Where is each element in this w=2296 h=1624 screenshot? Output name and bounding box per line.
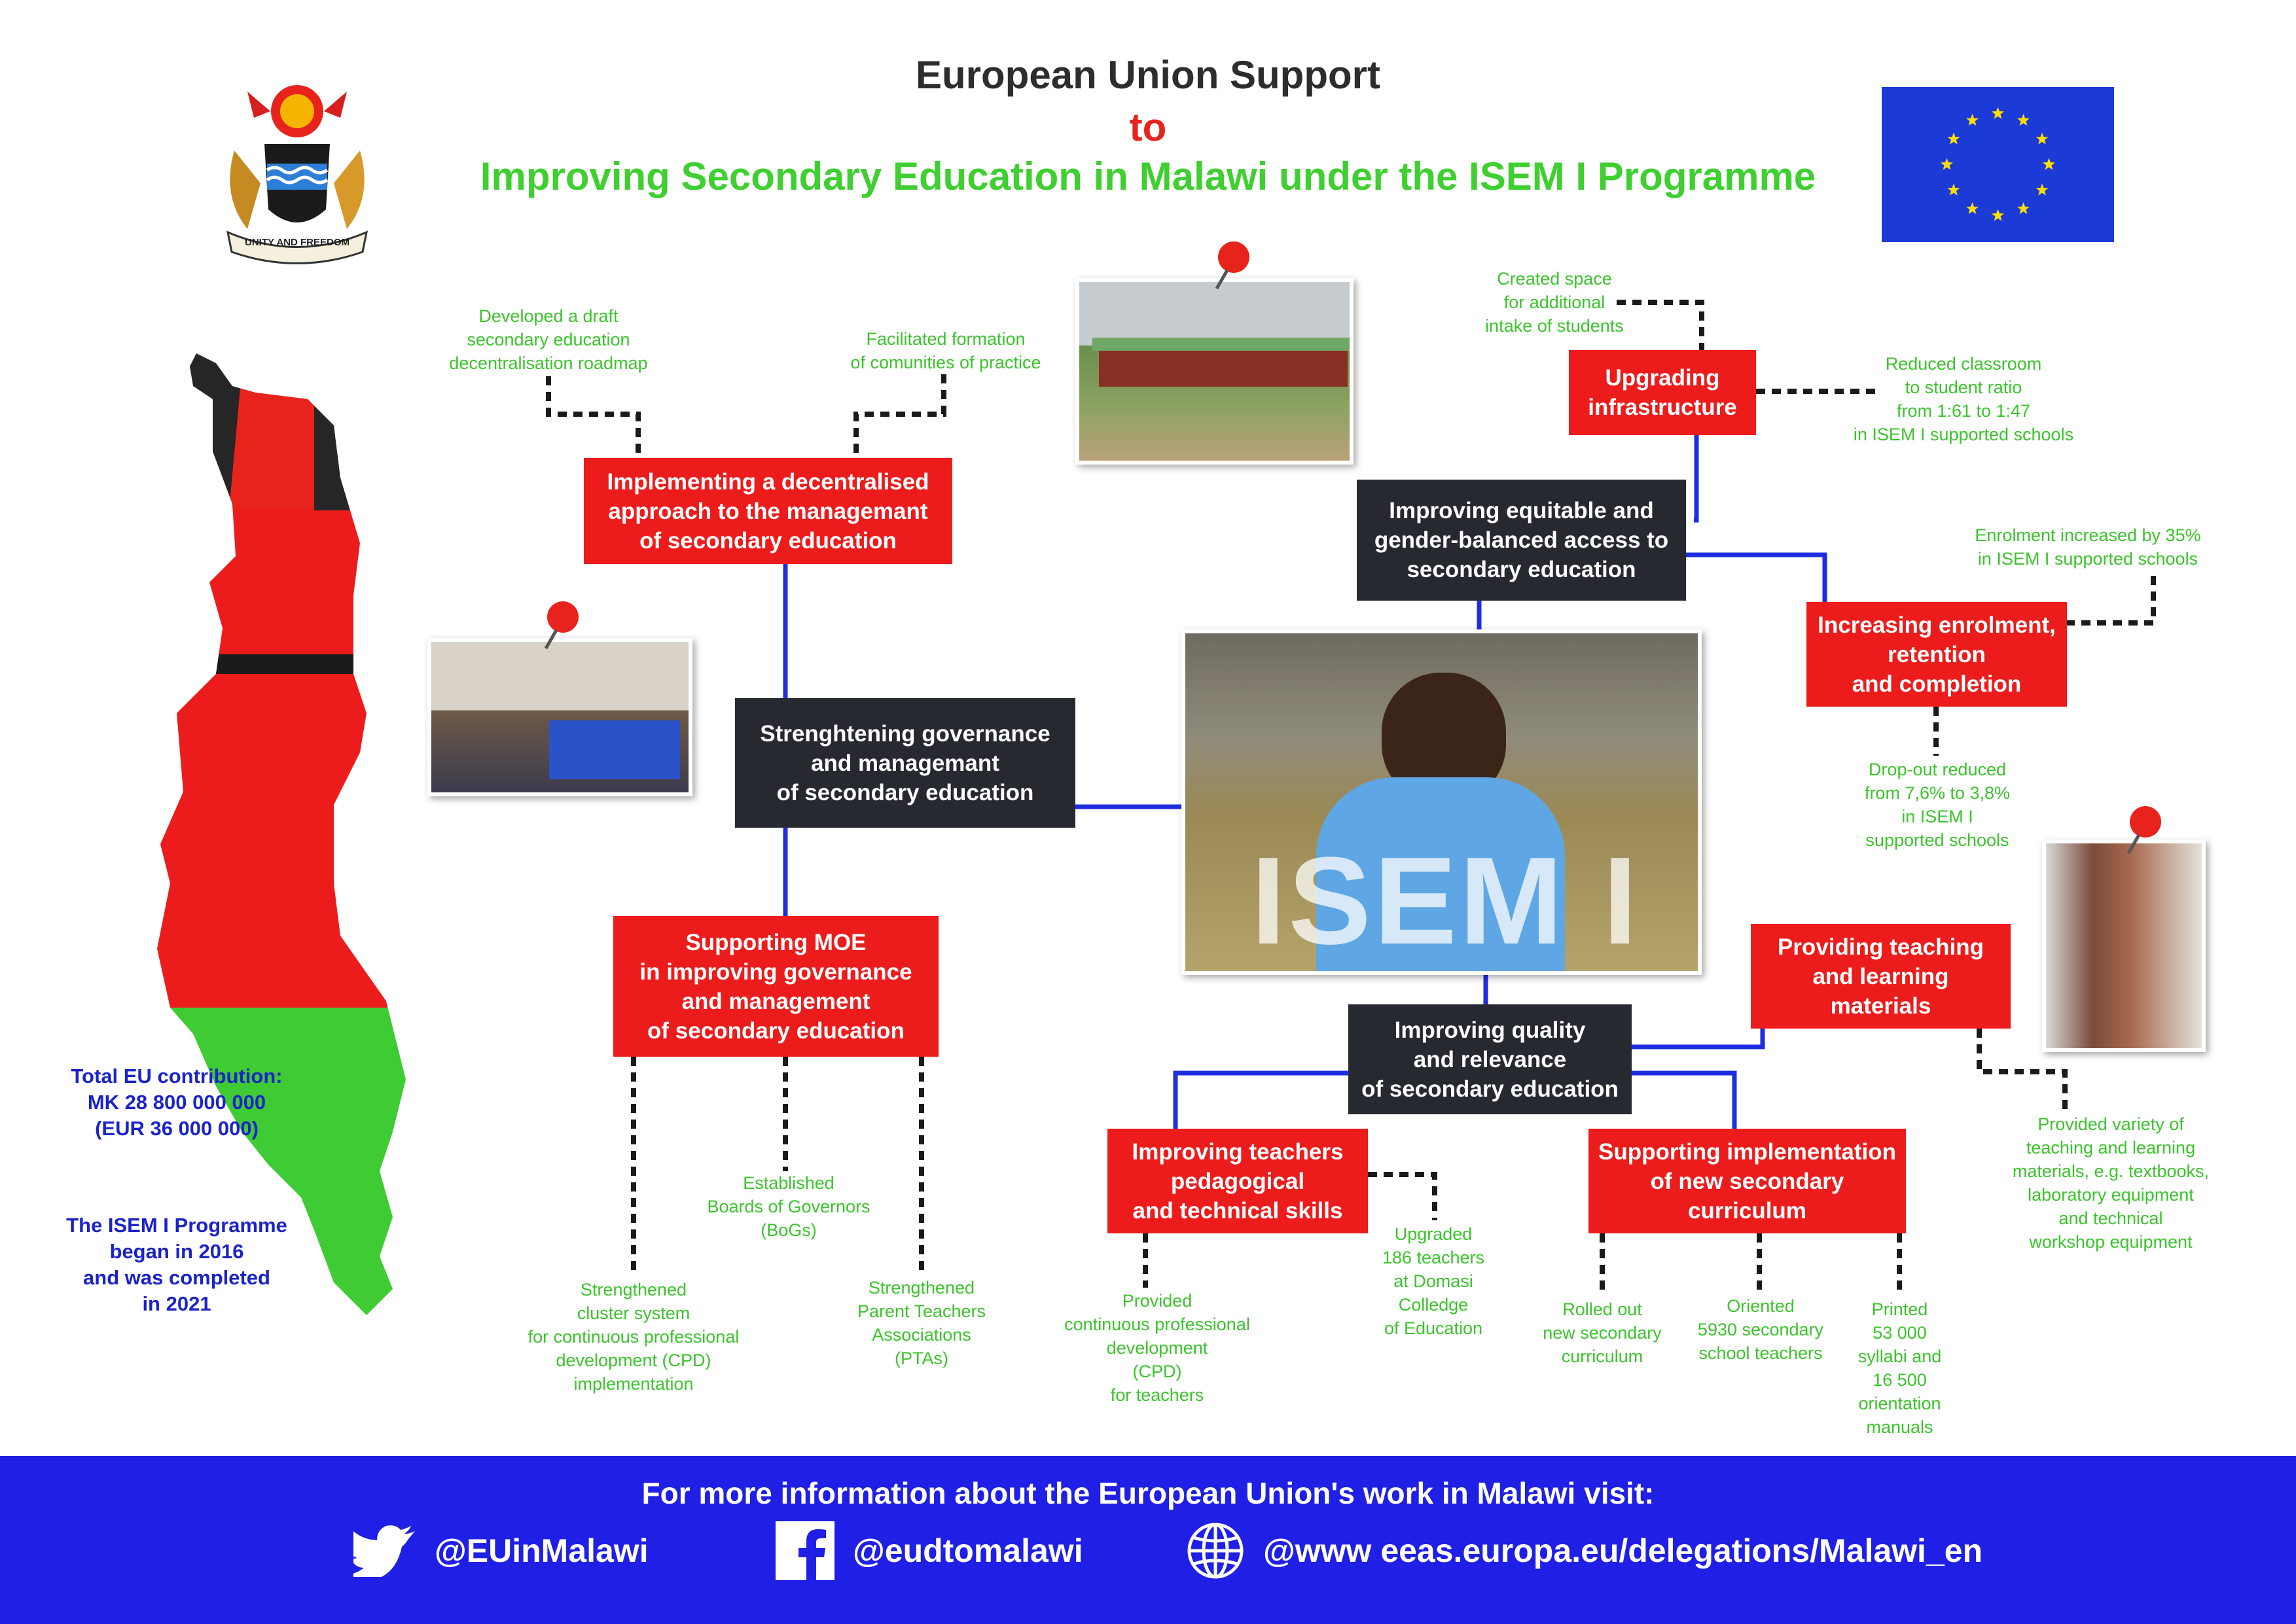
note-created-space: Created space for additional intake of students <box>1485 269 1624 336</box>
eu-flag <box>1882 87 2114 242</box>
note-printed: Printed 53 000 syllabi and 16 500 orientation manuals <box>1857 1299 1942 1437</box>
box-teaching-materials: Providing teaching and learning materials <box>1751 924 2011 1029</box>
website-link[interactable] <box>1186 1521 1982 1580</box>
note-draft-roadmap: Developed a draft secondary education decentralisation roadmap <box>449 306 648 373</box>
note-upgraded-teachers: Upgraded 186 teachers at Domasi Colledge of Education <box>1382 1224 1485 1338</box>
note-cluster-system: Strengthened cluster system for continuous professional development (CPD) implementation <box>528 1280 740 1394</box>
malawi-map <box>118 347 537 1341</box>
note-materials-variety: Provided variety of teaching and learning materials, e.g. textbooks, laboratory equipment and technical workshop equipment <box>2012 1114 2210 1252</box>
dash-upgraded <box>1368 1174 1435 1220</box>
malawi-coat-of-arms <box>208 65 386 265</box>
library-photo <box>2042 839 2206 1052</box>
isem-center-photo <box>1181 629 1702 975</box>
box-supporting-moe: Supporting MOE in improving governance and management of secondary education <box>613 916 939 1057</box>
pushpin-icon <box>537 599 583 654</box>
note-cpd-teachers: Provided continuous professional development (CPD) for teachers <box>1064 1291 1250 1405</box>
note-rolled-out: Rolled out new secondary curriculum <box>1543 1299 1662 1366</box>
pushpin-icon <box>1208 239 1253 294</box>
note-boards-of-governors: Established Boards of Governors (BoGs) <box>707 1173 870 1240</box>
dash-roadmap <box>548 376 638 458</box>
hub-governance: Strenghtening governance and managemant of secondary education <box>735 698 1075 828</box>
isem-watermark: ISEM I <box>1251 832 1640 970</box>
line-quality-teachers <box>1175 1073 1348 1129</box>
page-title: European Union Support <box>916 53 1380 97</box>
twitter-link[interactable] <box>353 1521 649 1580</box>
page-subtitle: Improving Secondary Education in Malawi under the ISEM I Programme <box>480 154 1816 198</box>
line-access-enrolment <box>1686 555 1825 602</box>
line-access-upgrading <box>1694 435 1696 520</box>
facebook-icon <box>776 1521 834 1580</box>
globe-icon <box>1186 1521 1245 1580</box>
twitter-handle: @EUinMalawi <box>435 1532 649 1569</box>
dash-communities <box>856 374 944 458</box>
facebook-handle: @eudtomalawi <box>853 1532 1083 1569</box>
programme-timeline: The ISEM I Programme began in 2016 and was completed in 2021 <box>66 1214 287 1315</box>
dash-enrol35 <box>2067 576 2153 623</box>
box-decentralised-approach: Implementing a decentralised approach to the managemant of secondary education <box>584 458 952 564</box>
total-contribution: Total EU contribution: MK 28 800 000 000 (EUR 36 000 000) <box>71 1065 283 1140</box>
note-dropout: Drop-out reduced from 7,6% to 3,8% in ISEM I supported schools <box>1864 760 2011 850</box>
note-enrolment-35: Enrolment increased by 35% in ISEM I supported schools <box>1975 525 2201 569</box>
title-connector: to <box>1129 105 1167 149</box>
hub-access: Improving equitable and gender-balanced access to secondary education <box>1357 480 1686 601</box>
community-meeting-photo <box>427 638 692 796</box>
line-quality-curriculum <box>1632 1073 1734 1129</box>
facebook-link[interactable] <box>776 1521 1083 1580</box>
note-classroom-ratio: Reduced classroom to student ratio from 1:61 to 1:47 in ISEM I supported schools <box>1853 354 2074 444</box>
box-increasing-enrolment: Increasing enrolment, retention and completion <box>1806 602 2067 707</box>
note-ptas: Strengthened Parent Teachers Associations (PTAs) <box>857 1278 986 1368</box>
note-communities: Facilitated formation of comunities of practice <box>850 329 1041 372</box>
website-url: @www eeas.europa.eu/delegations/Malawi_en <box>1263 1532 1983 1569</box>
box-improving-teachers: Improving teachers pedagogical and technical skills <box>1107 1129 1368 1233</box>
coat-of-arms-motto: UNITY AND FREEDOM <box>244 237 350 248</box>
note-oriented: Oriented 5930 secondary school teachers <box>1697 1296 1824 1363</box>
box-upgrading-infrastructure: Upgrading infrastructure <box>1569 350 1756 435</box>
pushpin-icon <box>2119 803 2165 859</box>
twitter-icon <box>353 1525 416 1577</box>
box-supporting-curriculum: Supporting implementation of new secondary curriculum <box>1588 1129 1906 1233</box>
footer-title: For more information about the European Union's work in Malawi visit: <box>641 1476 1655 1510</box>
school-building-photo <box>1075 278 1354 465</box>
line-quality-materials <box>1632 1029 1763 1047</box>
hub-quality: Improving quality and relevance of secondary education <box>1348 1004 1632 1114</box>
